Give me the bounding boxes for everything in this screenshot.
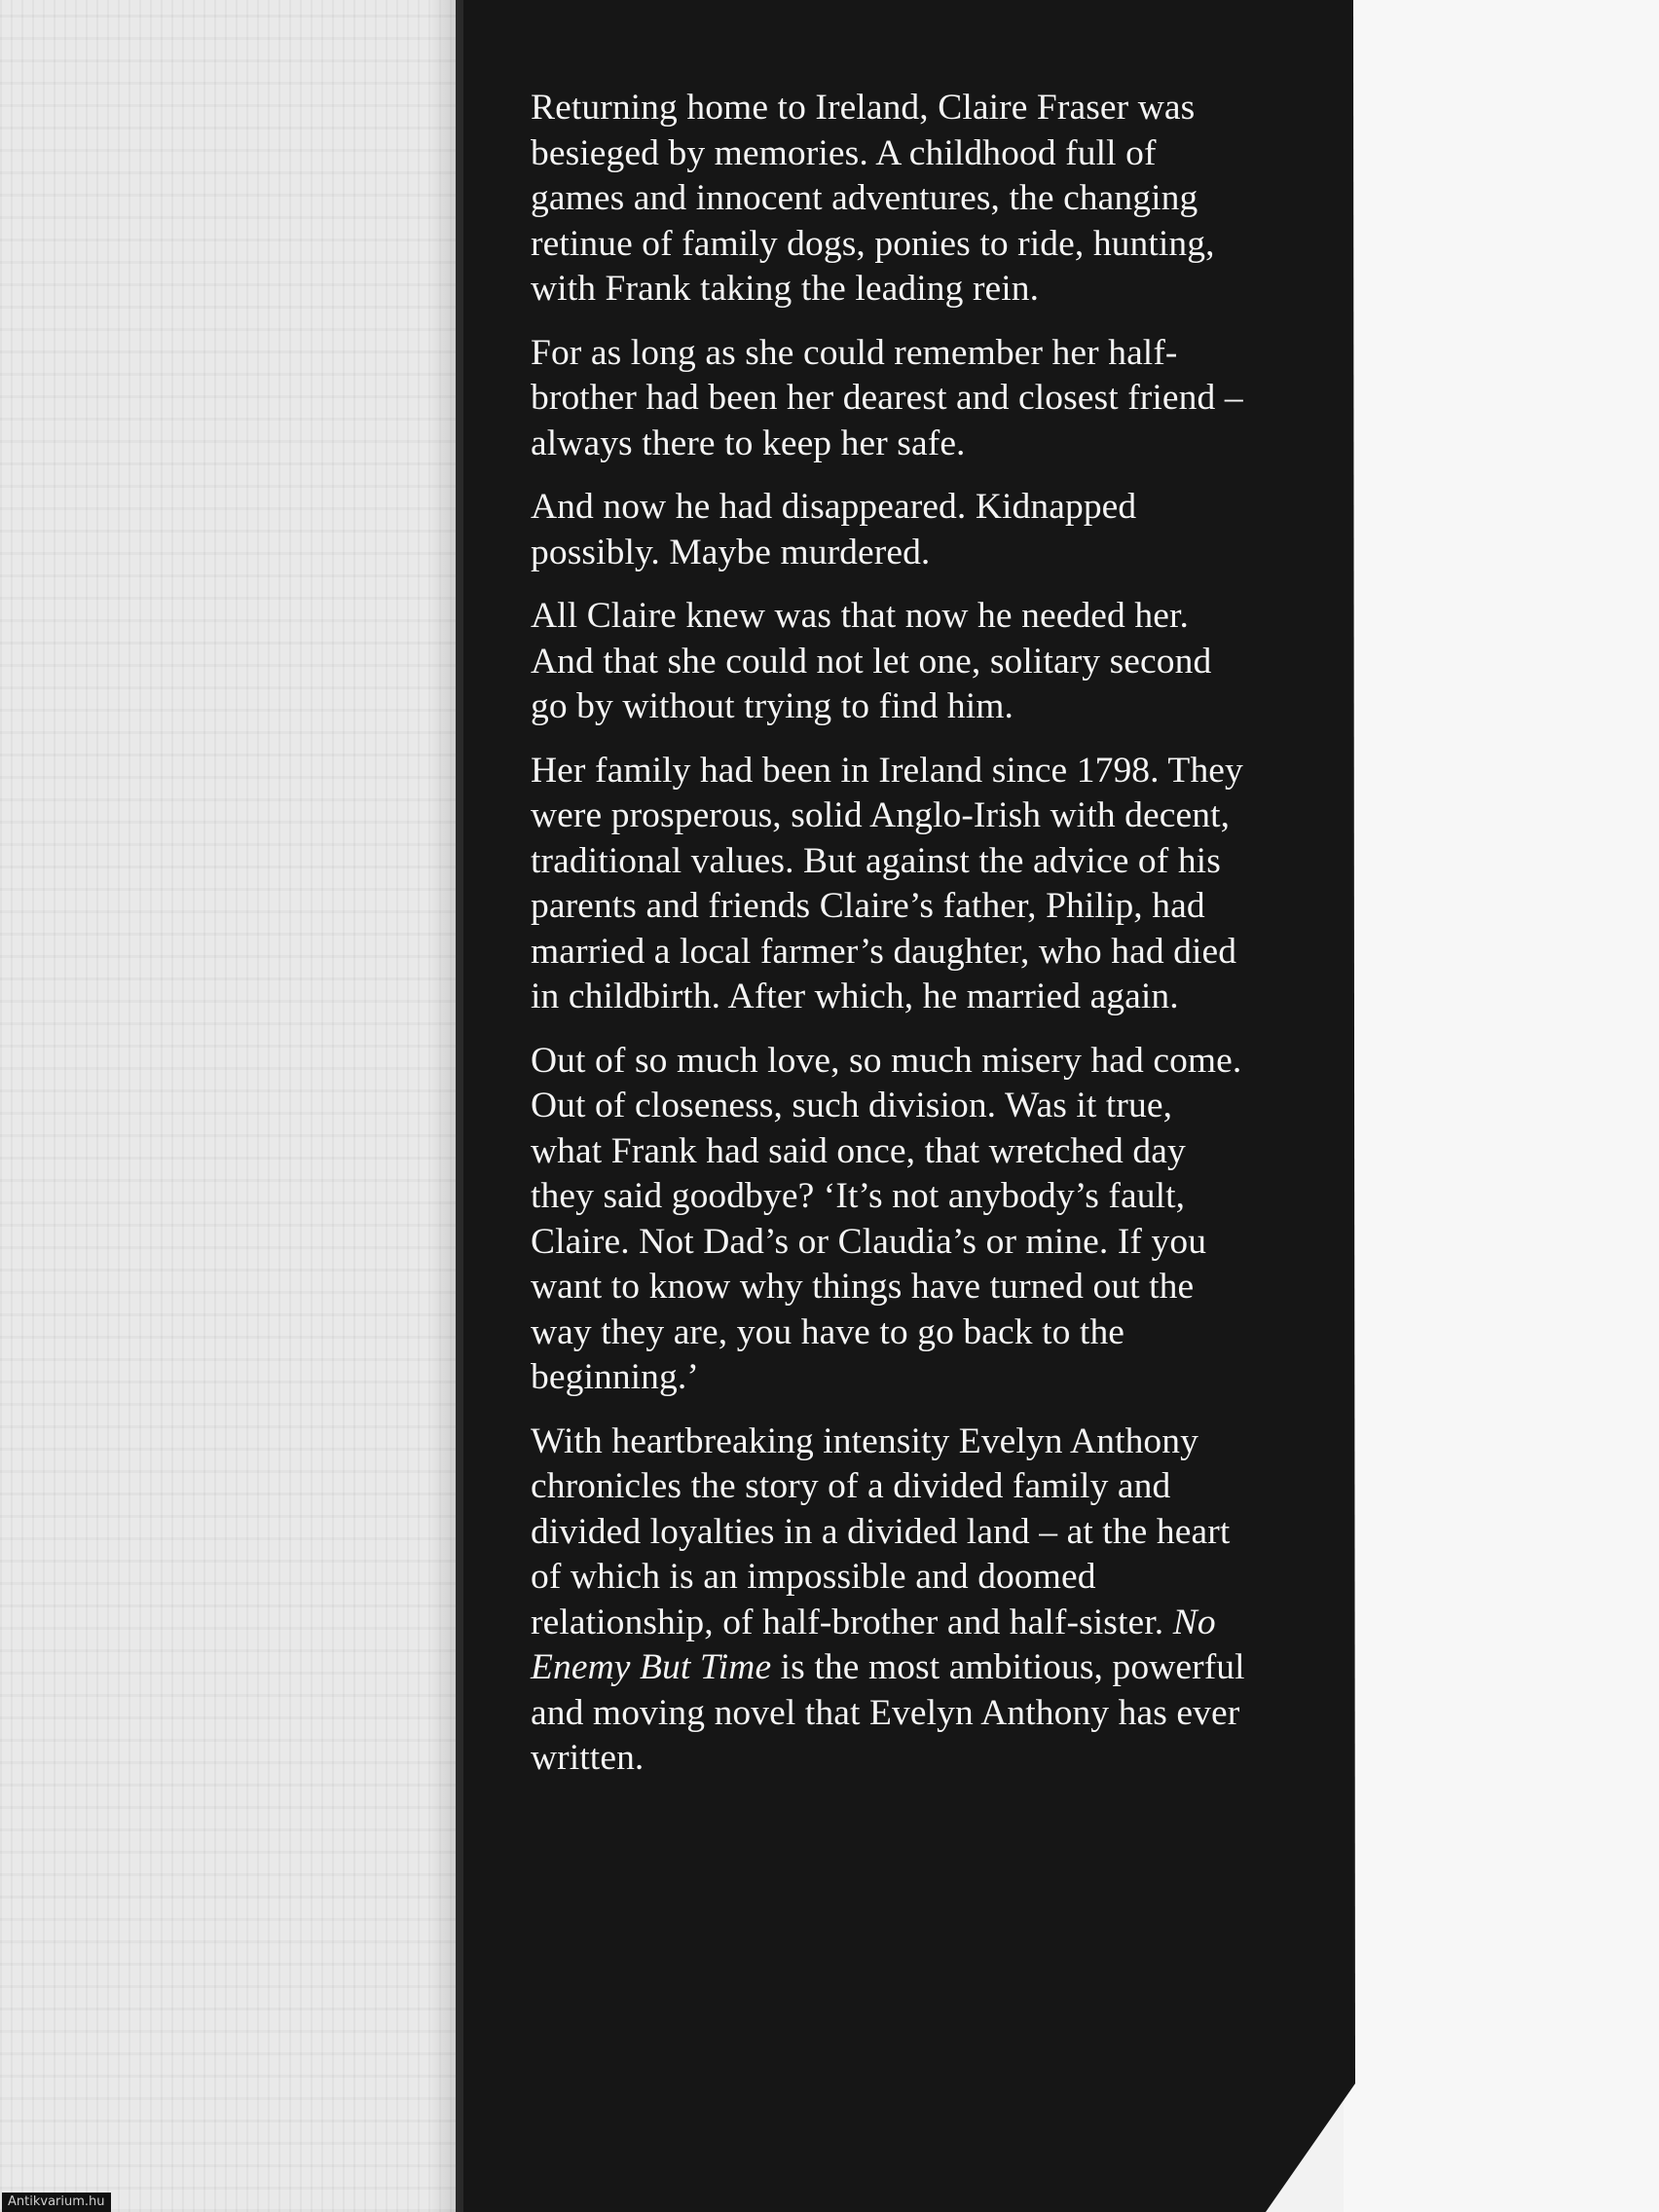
jacket-blurb xyxy=(531,86,1251,1800)
blurb-text-after-title: is the most ambitious, powerful and moving novel that Evelyn Anthony has ever written. xyxy=(531,1647,1245,1778)
blurb-paragraph-4: All Claire knew was that now he needed her. And that she could not let one, solitary second go by without trying to find him. xyxy=(531,596,1212,726)
blurb-paragraph-2: For as long as she could remember her half-brother had been her dearest and closest friend – always there to keep her safe. xyxy=(531,332,1243,463)
flap-edge xyxy=(456,0,463,2212)
blurb-paragraph-3: And now he had disappeared. Kidnapped possibly. Maybe murdered. xyxy=(531,487,1137,572)
blurb-paragraph-1: Returning home to Ireland, Claire Fraser was besieged by memories. A childhood full of games and innocent adventures, the changing retinue of family dogs, ponies to ride, hunting, with Frank taking the leading rein. xyxy=(531,88,1215,309)
blurb-paragraph-7 xyxy=(531,1419,1251,1782)
book-title: No Enemy But Time xyxy=(531,1602,1216,1687)
blurb-paragraph-5: Her family had been in Ireland since 1798. They were prosperous, solid Anglo-Irish with decent, traditional values. But against the advice of his parents and friends Claire’s father, Philip, had married a local farmer’s daughter, who had died in childbirth. After which, he married again. xyxy=(531,750,1243,1016)
blurb-paragraph-6: Out of so much love, so much misery had come. Out of closeness, such division. Was it true, what Frank had said once, that wretched day they said goodbye? ‘It’s not anybody’s fault, Claire. Not Dad’s or Claudia’s or mine. If you want to know why things have turned out the way they are, you have to go back to the beginning.’ xyxy=(531,1040,1242,1397)
blurb-text-before-title: With heartbreaking intensity Evelyn Anthony chronicles the story of a divided family and divided loyalties in a divided land – at the heart of which is an impossible and doomed relationship, of half-brother and half-sister. xyxy=(531,1420,1231,1642)
watermark: Antikvarium.hu xyxy=(2,2193,111,2212)
